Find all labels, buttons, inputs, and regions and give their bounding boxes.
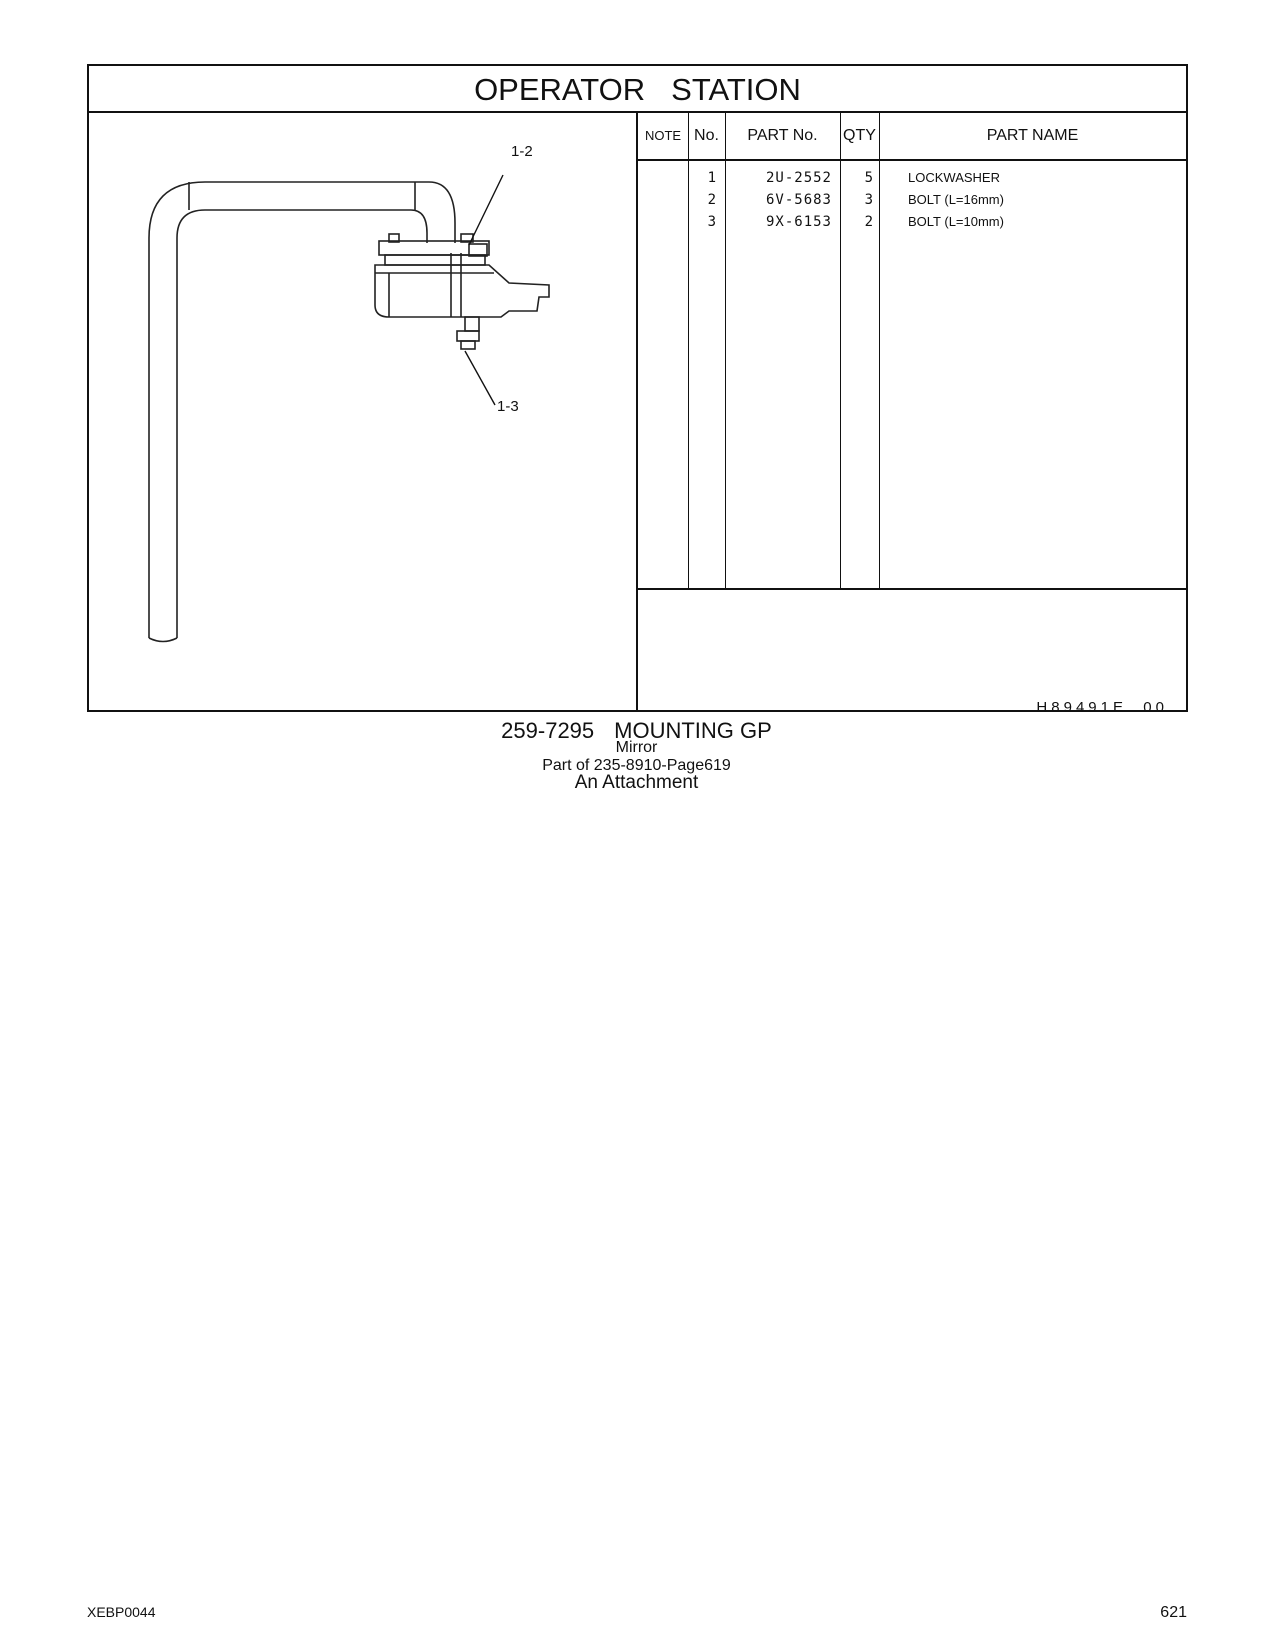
header-qty: QTY <box>843 127 876 144</box>
caption-attachment: An Attachment <box>574 772 699 793</box>
table-row <box>638 214 1186 236</box>
row-qty: 2 <box>864 214 873 230</box>
row-part-name: BOLT (L=16mm) <box>908 192 1004 207</box>
row-part-no: 6V-5683 <box>765 192 832 208</box>
caption-group-name: MOUNTING GP <box>614 718 772 743</box>
callout-1-2: 1-2 <box>511 143 533 160</box>
table-row <box>638 192 1186 214</box>
parts-table-header <box>638 113 1186 161</box>
header-part-name: PART NAME <box>986 127 1079 144</box>
row-qty: 3 <box>864 192 873 208</box>
parts-table <box>638 113 1186 716</box>
section-title <box>89 66 1186 113</box>
header-no: No. <box>694 127 719 144</box>
row-part-name: BOLT (L=10mm) <box>908 214 1004 229</box>
parts-frame <box>87 64 1188 716</box>
callout-leader-1-2 <box>469 175 503 245</box>
row-part-name: LOCKWASHER <box>908 170 1000 185</box>
caption-part-of: Part of 235-8910-Page619 <box>542 757 731 774</box>
section-title-word-1: OPERATOR <box>474 72 646 107</box>
header-part-no: PART No. <box>747 127 818 144</box>
table-bottom-rule <box>638 588 1186 590</box>
parts-illustration <box>89 113 638 710</box>
header-note: NOTE <box>644 128 682 143</box>
drawing-code: H89491E 00 <box>1036 699 1168 716</box>
document-code: XEBP0044 <box>87 1604 156 1620</box>
section-title-word-2: STATION <box>671 72 801 107</box>
bracket-top-plate <box>379 241 489 255</box>
row-no: 2 <box>707 192 716 208</box>
mirror-tube-outer <box>149 182 455 638</box>
row-no: 1 <box>707 170 716 186</box>
table-row <box>638 170 1186 192</box>
caption-part-number: 259-7295 <box>501 718 595 743</box>
callout-leader-1-3 <box>465 351 495 405</box>
row-qty: 5 <box>864 170 873 186</box>
callout-1-3: 1-3 <box>497 398 519 415</box>
row-part-no: 9X-6153 <box>765 214 832 230</box>
caption-subtitle: Mirror <box>615 739 658 756</box>
row-part-no: 2U-2552 <box>765 170 832 186</box>
row-no: 3 <box>707 214 716 230</box>
mirror-mount-drawing <box>89 113 638 710</box>
page-number: 621 <box>1160 1604 1187 1621</box>
